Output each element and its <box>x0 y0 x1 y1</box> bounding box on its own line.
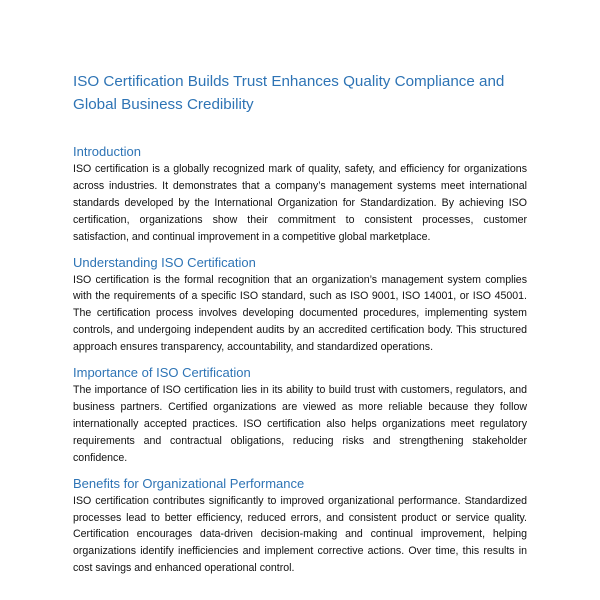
document-page <box>73 70 527 585</box>
section-understanding <box>73 254 527 357</box>
section-heading: Importance of ISO Certification <box>73 365 251 381</box>
section-body: ISO certification is the formal recognition that an organization’s management system complies with the requirements of a specific ISO standard, such as ISO 9001, ISO 14001, or ISO 45001. The certification process involves developing documented procedures, implementing system controls, and undergoing independent audits by an accredited certification body. This structured approach ensures transparency, accountability, and standardized operations. <box>73 273 527 354</box>
section-heading: Introduction <box>73 144 141 159</box>
section-benefits <box>73 475 527 578</box>
section-body: The importance of ISO certification lies in its ability to build trust with customers, regulators, and business partners. Certified organizations are viewed as more reliable because they follow internationally accepted practices. ISO certification also helps organizations meet regulatory requirements and contractual obligations, reducing risks and strengthening stakeholder confidence. <box>73 384 527 464</box>
section-heading: Understanding ISO Certification <box>73 254 256 270</box>
section-heading: Benefits for Organizational Performance <box>73 475 305 491</box>
section-body: ISO certification is a globally recognized mark of quality, safety, and efficiency for organizations across industries. It demonstrates that a company’s management systems meet international standards developed by the International Organization for Standardization. By achieving ISO certification, organizations show their commitment to consistent processes, customer satisfaction, and continual improvement in a competitive global marketplace. <box>73 163 527 243</box>
document-title: ISO Certification Builds Trust Enhances Quality Compliance and Global Business Credibility <box>73 73 505 113</box>
section-body: ISO certification contributes significantly to improved organizational performance. Standardized processes lead to better efficiency, reduced errors, and consistent product or service quality. Certification encourages data-driven decision-making and continual improvement, helping organizations identify inefficiencies and implement corrective actions. Over time, this results in cost savings and enhanced operational control. <box>73 494 527 575</box>
section-introduction <box>73 143 527 246</box>
section-importance <box>73 364 527 467</box>
